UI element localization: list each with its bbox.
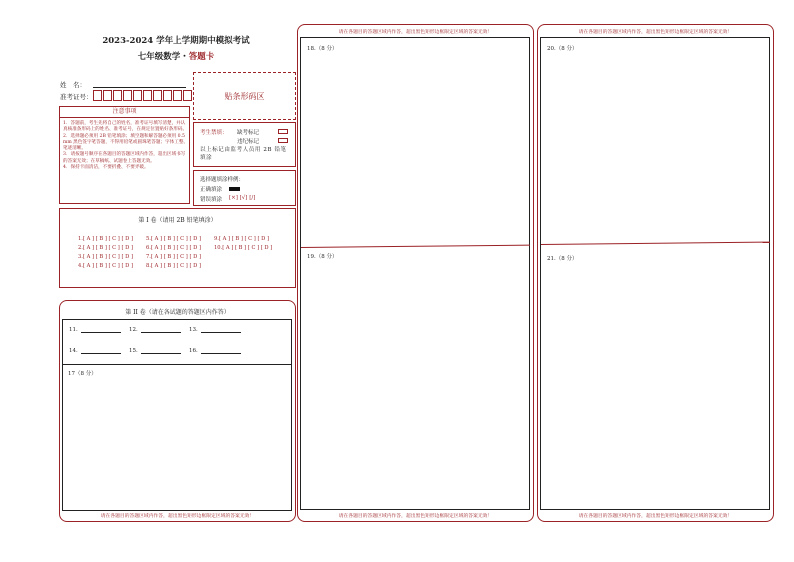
notice-title: 注意事项 — [60, 107, 189, 118]
warning-col3-top: 请在各题目的答题区域内作答，超出黑色矩形边框限定区域的答案无效！ — [578, 30, 733, 35]
part2-heading: 第 II 卷（请在各试题的答题区内作答） — [125, 309, 230, 316]
divider — [63, 364, 291, 365]
part1-box — [59, 208, 296, 288]
notice-item: 2．选择题必须用 2B 铅笔填涂；填空题和解答题必须用 0.5 mm 黑色签字笔答题，不得用铅笔或圆珠笔答题；字体工整、笔迹清晰。 — [63, 133, 189, 152]
blank-14-label: 14. — [69, 348, 78, 354]
mc-question-4[interactable]: 4.[ A ] [ B ] [ C ] [ D ] — [78, 263, 133, 269]
absent-checkbox[interactable] — [278, 129, 288, 134]
blank-13-label: 13. — [189, 327, 198, 333]
notice-item: 1．答题前，考生先将自己的姓名，准考证号填写清楚，并认真核准条形码上的姓名、准考证号，在规定位置贴好条形码。 — [63, 121, 188, 133]
mc-question-6[interactable]: 6.[ A ] [ B ] [ C ] [ D ] — [146, 245, 201, 251]
absent-label: 缺考标记 — [237, 130, 260, 136]
mc-question-9[interactable]: 9.[ A ] [ B ] [ C ] [ D ] — [214, 236, 269, 242]
warning-col2-top: 请在各题目的答题区域内作答，超出黑色矩形边框限定区域的答案无效！ — [338, 30, 493, 35]
blank-line — [201, 327, 241, 333]
blank-line — [81, 327, 121, 333]
card-subtitle — [60, 50, 292, 62]
exam-number-cell[interactable] — [133, 90, 142, 101]
exam-title: 2023-2024 学年上学期期中模拟考试 — [102, 36, 250, 46]
column2-answer-box — [300, 37, 530, 510]
exam-number-cell[interactable] — [143, 90, 152, 101]
blank-15[interactable] — [129, 348, 181, 354]
blank-line — [201, 348, 241, 354]
examinee-label: 考生禁填： — [200, 130, 228, 136]
exam-number-cells[interactable] — [93, 90, 193, 101]
notice-item: 3．请按题号顺序在各题目的答题区域内作答，超出区域书写的答案无效；在草稿纸、试题卷上答题无效。 — [63, 152, 186, 164]
subject-label: 七年级数学・ — [137, 52, 189, 62]
exam-number-cell[interactable] — [163, 90, 172, 101]
notice-box — [59, 106, 190, 204]
mc-question-5[interactable]: 5.[ A ] [ B ] [ C ] [ D ] — [146, 236, 201, 242]
warning-col2-bottom: 请在各题目的答题区域内作答，超出黑色矩形边框限定区域的答案无效！ — [338, 514, 493, 519]
violation-checkbox[interactable] — [278, 138, 288, 143]
exam-number-cell[interactable] — [123, 90, 132, 101]
card-label: 答题卡 — [188, 52, 215, 62]
mc-row — [78, 236, 282, 242]
exam-number-cell[interactable] — [93, 90, 102, 101]
part1-heading: 第 I 卷（请用 2B 铅笔填涂） — [138, 217, 217, 224]
exam-number-cell[interactable] — [113, 90, 122, 101]
blank-12-label: 12. — [129, 327, 138, 333]
name-line[interactable] — [93, 87, 186, 88]
wrong-fill-label: 错误填涂 — [200, 197, 223, 203]
q21-label: 21.（8 分） — [547, 256, 578, 262]
exam-number-cell[interactable] — [103, 90, 112, 101]
exam-number-cell[interactable] — [183, 90, 192, 101]
q17-label: 17（8 分） — [68, 371, 97, 377]
mc-question-3[interactable]: 3.[ A ] [ B ] [ C ] [ D ] — [78, 254, 133, 260]
examinee-note: 以上标记由监考人员用 2B 铅笔填涂 — [200, 147, 287, 161]
blank-11[interactable] — [69, 327, 121, 333]
correct-fill-mark — [229, 187, 240, 191]
q19-label: 19.（8 分） — [307, 254, 338, 260]
barcode-area — [193, 72, 296, 120]
part2-answer-box — [62, 319, 292, 511]
name-label: 姓 名： — [60, 81, 86, 89]
blank-16[interactable] — [189, 348, 241, 354]
notice-list — [60, 121, 189, 171]
blank-line — [141, 327, 181, 333]
blank-12[interactable] — [129, 327, 181, 333]
violation-label: 违纪标记 — [237, 139, 260, 145]
mc-grid — [78, 236, 282, 269]
blank-16-label: 16. — [189, 348, 198, 354]
q20-label: 20.（8 分） — [547, 46, 578, 52]
blank-line — [81, 348, 121, 354]
blank-13[interactable] — [189, 327, 241, 333]
q18-label: 18.（8 分） — [307, 46, 338, 52]
correct-fill-label: 正确填涂 — [200, 187, 223, 193]
mc-question-1[interactable]: 1.[ A ] [ B ] [ C ] [ D ] — [78, 236, 133, 242]
exam-number-cell[interactable] — [153, 90, 162, 101]
mc-question-10[interactable]: 10.[ A ] [ B ] [ C ] [ D ] — [214, 245, 273, 251]
blank-line — [141, 348, 181, 354]
mc-row — [78, 254, 282, 260]
mc-question-7[interactable]: 7.[ A ] [ B ] [ C ] [ D ] — [146, 254, 201, 260]
mc-row — [78, 245, 282, 251]
mc-row — [78, 263, 282, 269]
warning-col1: 请在各题目的答题区域内作答，超出黑色矩形边框限定区域的答案无效！ — [100, 514, 255, 519]
exam-number-cell[interactable] — [173, 90, 182, 101]
fill-example-box — [193, 170, 296, 206]
mc-question-2[interactable]: 2.[ A ] [ B ] [ C ] [ D ] — [78, 245, 133, 251]
wrong-fill-marks: [×] [√] [/] — [229, 195, 256, 201]
examinee-box — [193, 122, 296, 167]
mc-question-8[interactable]: 8.[ A ] [ B ] [ C ] [ D ] — [146, 263, 201, 269]
blank-15-label: 15. — [129, 348, 138, 354]
blank-11-label: 11. — [69, 327, 78, 333]
fill-example-title: 选择题填涂样例： — [200, 177, 245, 183]
barcode-label: 贴条形码区 — [224, 91, 265, 101]
exam-number-label: 准考证号： — [60, 93, 93, 101]
column3-answer-box — [540, 37, 770, 510]
notice-item: 4．保持卡面清洁，不要折叠、不要弄破。 — [63, 165, 149, 171]
warning-col3-bottom: 请在各题目的答题区域内作答，超出黑色矩形边框限定区域的答案无效！ — [578, 514, 733, 519]
blank-14[interactable] — [69, 348, 121, 354]
